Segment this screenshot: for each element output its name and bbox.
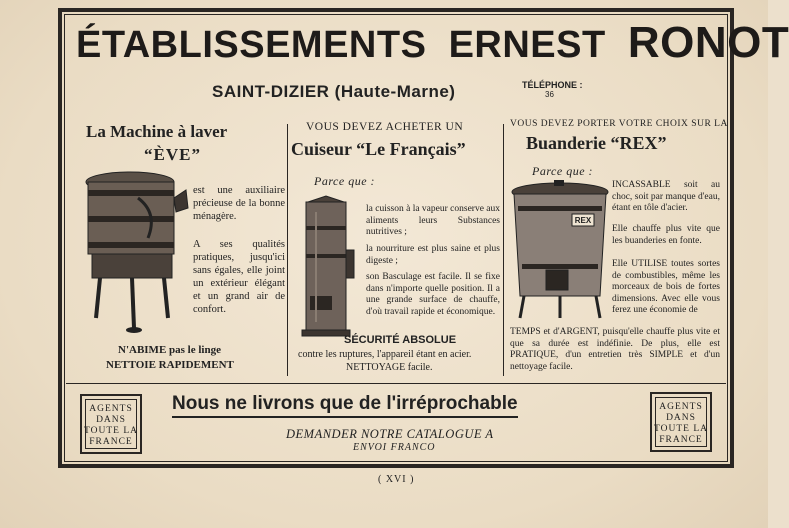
col1-title-line1: La Machine à laver <box>86 122 228 141</box>
column-divider-left <box>287 124 288 376</box>
col2-intro: VOUS DEVEZ ACHETER UN <box>306 121 464 133</box>
col1-paragraph-1: est une auxiliaire précieuse de la bonne ménagère. <box>193 185 285 222</box>
col3-because: Parce que : <box>532 164 594 178</box>
col3-paragraph-4: TEMPS et d'ARGENT, puisqu'elle chauffe plus vite et que sa durée est indéfinie. De plus, elle est PRATIQUE, d'un entretien très SIMPLE et d'un nettoyage facile. <box>510 327 720 372</box>
phone-number: 36 <box>545 90 554 99</box>
col2-cleaning: NETTOYAGE facile. <box>346 362 433 373</box>
badge-right-line-2: DANS <box>666 413 696 423</box>
col3-title: Buanderie “REX” <box>526 133 667 153</box>
city-line: SAINT-DIZIER (Haute-Marne) <box>212 82 456 101</box>
badge-right-line-3: TOUTE LA <box>654 424 708 434</box>
franco-line: ENVOI FRANCO <box>353 442 436 453</box>
badge-left-line-2: DANS <box>96 415 126 425</box>
col2-security-title: SÉCURITÉ ABSOLUE <box>344 334 457 346</box>
cooker-illustration <box>296 192 356 342</box>
badge-left-line-3: TOUTE LA <box>84 426 138 436</box>
title-word-ronot: RONOT <box>627 18 789 67</box>
catalogue-line: DEMANDER NOTRE CATALOGUE A <box>286 427 494 441</box>
column-divider-right <box>503 124 504 376</box>
footer-slogan: Nous ne livrons que de l'irréprochable <box>172 393 518 418</box>
col3-paragraph-3: Elle UTILISE toutes sortes de combustibles, même les morceaux de bois de fortes dimensions. Avec elle vous ferez une économie de <box>612 259 720 315</box>
agents-badge-left <box>80 394 142 454</box>
col2-title: Cuiseur “Le Français” <box>291 139 466 159</box>
col2-paragraph-3: son Basculage est facile. Il se fixe dans n'importe quelle position. Il a une grande surface de chauffe, d'où travail rapide et économique. <box>366 272 500 317</box>
badge-left-line-1: AGENTS <box>89 404 133 414</box>
title-word-ernest: ERNEST <box>448 24 606 66</box>
boiler-illustration <box>508 178 612 322</box>
badge-right-line-4: FRANCE <box>659 435 703 445</box>
phone-label: TÉLÉPHONE : <box>522 80 583 90</box>
badge-right-line-1: AGENTS <box>659 402 703 412</box>
col2-paragraph-2: la nourriture est plus saine et plus digeste ; <box>366 244 500 266</box>
col2-because: Parce que : <box>314 174 376 188</box>
col2-security-text: contre les ruptures, l'appareil étant en acier. <box>298 349 472 360</box>
title-word-etablissements: ÉTABLISSEMENTS <box>76 24 427 66</box>
col1-paragraph-2: A ses qualités pratiques, jusqu'ici sans égales, elle joint un extérieur élégant et un grand air de confort. <box>193 239 285 315</box>
col1-feature-1: N'ABIME pas le linge <box>118 344 221 356</box>
company-title <box>76 18 789 68</box>
col1-title-line2: “ÈVE” <box>144 145 201 164</box>
col3-intro: VOUS DEVEZ PORTER VOTRE CHOIX SUR LA <box>510 119 728 129</box>
col1-feature-2: NETTOIE RAPIDEMENT <box>106 359 234 371</box>
footer-divider <box>66 383 726 384</box>
col2-paragraph-1: la cuisson à la vapeur conserve aux aliments leurs Substances nutritives ; <box>366 204 501 237</box>
agents-badge-right <box>650 392 712 452</box>
col3-paragraph-1: INCASSABLE soit au choc, soit par manque d'eau, étant en tôle d'acier. <box>612 180 720 213</box>
boiler-label: REX <box>574 216 592 225</box>
badge-left-line-4: FRANCE <box>89 437 133 447</box>
col3-paragraph-2: Elle chauffe plus vite que les buanderies en fonte. <box>612 224 720 246</box>
page-number: ( XVI ) <box>378 474 415 485</box>
washing-machine-illustration <box>78 168 190 336</box>
